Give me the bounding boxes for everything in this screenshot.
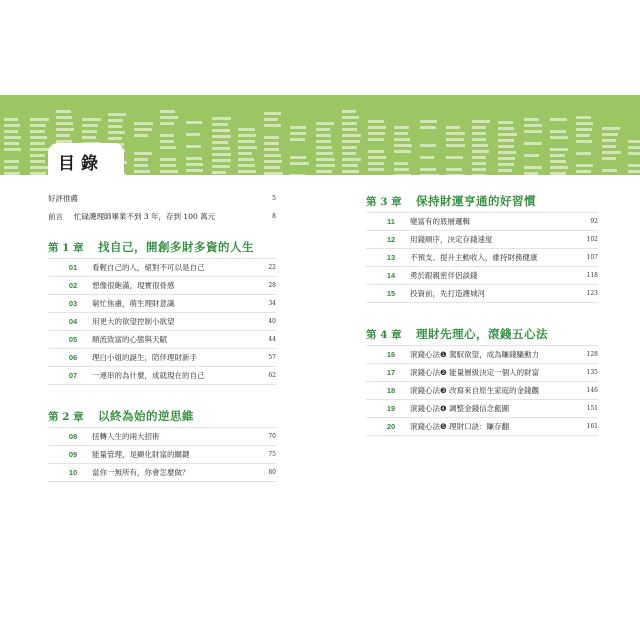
banner-stripe [498, 169, 512, 172]
banner-stripe [56, 122, 73, 125]
banner-stripe [316, 158, 335, 161]
banner-stripe [628, 140, 640, 143]
chapter-heading [48, 236, 276, 258]
banner-stripe [212, 123, 228, 126]
entry-title: 看輕自己的人，絕對不可以是自己 [92, 263, 205, 272]
banner-stripe [4, 136, 21, 139]
banner-stripe [264, 136, 279, 139]
entry-title: 能量管理，是顯化財富的關鍵 [92, 450, 190, 459]
banner-stripe [498, 157, 515, 160]
toc-entry [366, 364, 598, 382]
banner-stripe [56, 110, 71, 113]
banner-stripe [394, 174, 411, 175]
toc-entry [48, 446, 276, 464]
page-number: 161 [586, 423, 598, 430]
banner-stripe [82, 124, 98, 127]
page-number: 128 [586, 351, 598, 358]
banner-stripe [394, 132, 408, 135]
banner-stripe [446, 174, 465, 175]
banner-stripe [472, 162, 486, 165]
entry-title: 滾錢心法❷ 能量層級決定一個人的財富 [410, 368, 540, 377]
banner-stripe [4, 118, 18, 121]
banner-stripe [550, 160, 566, 163]
banner-stripe [446, 156, 463, 159]
page-number: 5 [272, 195, 276, 202]
page-number: 123 [586, 290, 598, 297]
banner-stripe [238, 152, 252, 155]
banner-stripe [264, 154, 281, 157]
banner-stripe [628, 170, 640, 173]
banner-stripe [82, 130, 97, 133]
banner-stripe [4, 130, 18, 133]
page-number: 34 [268, 300, 276, 307]
banner-stripe [56, 128, 74, 131]
banner-stripe [524, 130, 542, 133]
banner-stripe [602, 151, 621, 154]
banner-stripe [212, 129, 230, 132]
banner-stripe [472, 144, 488, 147]
banner-stripe [368, 150, 384, 153]
banner-stripe [212, 171, 226, 174]
banner-stripe [290, 132, 306, 135]
banner-stripe [342, 116, 359, 119]
entry-title: 當你一無所有，你會怎麼做？ [92, 468, 190, 477]
banner-stripe [550, 154, 565, 157]
chapter-title: 保持財運亨通的好習慣 [416, 194, 536, 208]
banner-stripe [108, 131, 125, 134]
banner-stripe [30, 160, 45, 163]
banner-stripe [394, 144, 412, 147]
page-number: 135 [586, 369, 598, 376]
entry-title: 滾錢心法❹ 調整金錢信念藍圖 [410, 404, 510, 413]
chapter-number: 第 4 章 [366, 329, 402, 341]
entry-title: 想像很飽滿，現實很骨感 [92, 281, 175, 290]
banner-stripe [160, 146, 176, 149]
banner-stripe [602, 157, 616, 160]
page-number: 22 [268, 264, 276, 271]
banner-stripe [446, 144, 465, 147]
banner-stripe [524, 118, 539, 121]
banner-stripe [264, 166, 280, 169]
banner-stripe [30, 166, 48, 169]
chapter-number: 第 1 章 [48, 242, 84, 254]
banner-stripe [394, 138, 410, 141]
page-number: 28 [268, 282, 276, 289]
banner-stripe [524, 124, 542, 127]
banner-stripe [420, 144, 436, 147]
banner-stripe [576, 164, 593, 167]
banner-stripe [4, 124, 20, 127]
banner-stripe [576, 170, 591, 173]
banner-stripe [212, 147, 230, 150]
page-number: 57 [268, 354, 276, 361]
banner-stripe [264, 124, 281, 127]
banner-stripe [342, 140, 360, 143]
entry-title: 用錢順序，決定存錢速度 [410, 235, 493, 244]
banner-stripe [160, 164, 176, 167]
chapter-2-list [48, 427, 276, 482]
banner-stripe [316, 146, 332, 149]
banner-stripe [290, 126, 306, 129]
banner-stripe [186, 133, 200, 136]
toc-entry [48, 277, 276, 295]
banner-stripe [628, 146, 640, 149]
chapter-number: 第 2 章 [48, 411, 84, 423]
banner-stripe [290, 174, 305, 175]
banner-stripe [134, 164, 148, 167]
banner-stripe [186, 169, 203, 172]
banner-stripe [82, 118, 101, 121]
entry-title: 勇於跟親密伴侶談錢 [410, 271, 478, 280]
banner-stripe [30, 154, 45, 157]
banner-stripe [160, 122, 174, 125]
banner-stripe [264, 142, 279, 145]
banner-stripe [524, 166, 542, 169]
banner-stripe [160, 134, 174, 137]
toc-entry [366, 400, 598, 418]
entry-number: 15 [386, 289, 396, 298]
page-number: 44 [268, 336, 276, 343]
banner-stripe [238, 164, 255, 167]
banner-stripe [420, 174, 439, 175]
banner-stripe [264, 172, 283, 175]
banner-stripe [368, 162, 384, 165]
preface-title: 忙碌護理師畢業不到 3 年，存到 100 萬元 [74, 212, 216, 221]
banner-stripe [498, 151, 516, 154]
banner-stripe [498, 121, 513, 124]
banner-stripe [316, 164, 335, 167]
banner-stripe [186, 145, 201, 148]
entry-number: 14 [386, 271, 396, 280]
banner-stripe [394, 162, 408, 165]
page-number: 146 [586, 387, 598, 394]
toc-entry [48, 331, 276, 349]
banner-stripe [498, 133, 517, 136]
toc-entry [48, 427, 276, 446]
banner-stripe [160, 170, 178, 173]
entry-number: 18 [386, 386, 396, 395]
banner-stripe [368, 126, 386, 129]
banner-stripe [472, 132, 486, 135]
entry-number: 20 [386, 422, 396, 431]
page-number: 40 [268, 318, 276, 325]
banner-stripe [264, 148, 279, 151]
banner-stripe [368, 120, 384, 123]
banner-stripe [628, 164, 640, 167]
page-number: 151 [586, 405, 598, 412]
banner-stripe [160, 116, 178, 119]
banner-stripe [264, 112, 281, 115]
entry-number: 02 [68, 281, 78, 290]
banner-stripe [628, 152, 640, 155]
entry-title: 不預支、提升主動收入，維持財務健康 [410, 253, 538, 262]
banner-stripe [186, 157, 202, 160]
preface-label: 前言 [48, 212, 63, 221]
banner-stripe [472, 120, 490, 123]
banner-stripe [472, 150, 489, 153]
banner-stripe [368, 138, 384, 141]
banner-stripe [30, 172, 46, 175]
chapter-4-list [366, 345, 598, 436]
banner-stripe [4, 172, 20, 175]
banner-stripe [82, 136, 96, 139]
page-number: 8 [272, 213, 276, 220]
banner-stripe [472, 126, 486, 129]
banner-stripe [524, 142, 542, 145]
banner-stripe [316, 128, 330, 131]
banner-stripe [342, 134, 361, 137]
banner-stripe [238, 170, 256, 173]
entry-number: 03 [68, 299, 78, 308]
banner-stripe [290, 156, 306, 159]
preface-row [48, 208, 276, 226]
banner-stripe [212, 141, 228, 144]
banner-stripe [602, 127, 620, 130]
chapter-title: 以終為始的逆思維 [98, 409, 194, 423]
toc-entry [48, 349, 276, 367]
chapter-title: 理財先理心，滾錢五心法 [416, 327, 548, 341]
banner-stripe [30, 130, 45, 133]
banner-stripe [472, 138, 486, 141]
chapter-1-list [48, 258, 276, 385]
banner-stripe [420, 126, 436, 129]
banner-stripe [212, 159, 231, 162]
banner-stripe [550, 136, 568, 139]
toc-entry [366, 231, 598, 249]
entry-number: 07 [68, 371, 78, 380]
banner-stripe [316, 152, 333, 155]
banner-stripe [342, 110, 356, 113]
banner-stripe [4, 148, 21, 151]
banner-stripe [602, 139, 616, 142]
banner-stripe [108, 113, 126, 116]
banner-stripe [446, 126, 460, 129]
banner-stripe [394, 150, 411, 153]
banner-stripe [4, 160, 19, 163]
banner-stripe [394, 126, 409, 129]
banner-stripe [134, 128, 152, 131]
banner-stripe [498, 163, 514, 166]
preface-row [48, 190, 276, 208]
banner-stripe [342, 128, 357, 131]
banner-stripe [30, 118, 49, 121]
banner-stripe [134, 134, 148, 137]
banner-stripe [30, 136, 47, 139]
banner-stripe [368, 168, 384, 171]
banner-stripe [550, 118, 567, 121]
entry-number: 08 [68, 432, 78, 441]
banner-stripe [316, 122, 334, 125]
entry-title: 滾錢心法❺ 理財口訣：賺存翻 [410, 422, 510, 431]
entry-number: 19 [386, 404, 396, 413]
banner-stripe [238, 134, 256, 137]
toc-entry [366, 285, 598, 303]
banner-stripe [342, 122, 357, 125]
banner-stripe [238, 158, 254, 161]
toc-left-column [48, 190, 276, 482]
page-number: 107 [586, 254, 598, 261]
banner-stripe [30, 124, 46, 127]
preface-label: 好評推薦 [48, 194, 78, 203]
entry-title: 投資前，先打造護城河 [410, 289, 485, 298]
banner-stripe [446, 138, 464, 141]
chapter-title: 找自己，開創多財多資的人生 [98, 240, 254, 254]
entry-number: 11 [387, 217, 395, 226]
entry-number: 06 [68, 353, 78, 362]
banner-stripe [524, 154, 539, 157]
page-number: 75 [268, 451, 276, 458]
chapter-heading [48, 405, 276, 427]
entry-title: 滾錢心法❶ 駕馭欲望，成為賺錢驅動力 [410, 350, 540, 359]
banner-stripe [316, 134, 331, 137]
banner-stripe [342, 170, 359, 173]
banner-stripe [186, 163, 203, 166]
banner-stripe [602, 133, 618, 136]
banner-stripe [342, 158, 361, 161]
banner-stripe [498, 145, 514, 148]
banner-stripe [4, 166, 18, 169]
banner-stripe [550, 166, 568, 169]
entry-number: 05 [68, 335, 78, 344]
toc-entry [48, 313, 276, 331]
banner-stripe [134, 158, 148, 161]
toc-entry [48, 258, 276, 277]
banner-stripe [498, 139, 514, 142]
page-number: 70 [268, 433, 276, 440]
banner-stripe [420, 120, 437, 123]
banner-stripe [472, 156, 486, 159]
banner-stripe [316, 170, 332, 173]
banner-stripe [524, 172, 538, 175]
banner-stripe [160, 140, 174, 143]
banner-stripe [576, 152, 591, 155]
banner-stripe [238, 128, 255, 131]
entry-number: 17 [386, 368, 396, 377]
page-number: 102 [586, 236, 598, 243]
banner-stripe [550, 148, 568, 151]
toc-right-column [366, 190, 598, 436]
entry-title: 一連串的為什麼，成就現在的自己 [92, 371, 205, 380]
banner-stripe [4, 142, 19, 145]
banner-stripe [576, 134, 590, 137]
entry-number: 16 [386, 350, 396, 359]
banner-stripe [212, 135, 231, 138]
entry-title: 窮忙焦慮，萌生理財意識 [92, 299, 175, 308]
chapter-number: 第 3 章 [366, 196, 402, 208]
entry-title: 變富有的底層邏輯 [410, 217, 470, 226]
toc-entry [48, 295, 276, 313]
banner-stripe [160, 110, 175, 113]
entry-title: 滾錢心法❸ 改寫來自原生家庭的金錢觀 [410, 386, 540, 395]
banner-stripe [212, 165, 230, 168]
banner-stripe [316, 140, 331, 143]
banner-stripe [264, 118, 278, 121]
banner-stripe [212, 117, 231, 120]
banner-stripe [134, 122, 153, 125]
entry-number: 04 [68, 317, 78, 326]
entry-title: 用更大的欲望控制小欲望 [92, 317, 175, 326]
banner-stripe [446, 132, 465, 135]
toc-entry [366, 418, 598, 436]
banner-stripe [602, 145, 616, 148]
banner-stripe [576, 128, 592, 131]
banner-stripe [134, 170, 150, 173]
banner-stripe [576, 122, 593, 125]
entry-title: 順流致富的心態與天賦 [92, 335, 167, 344]
banner-stripe [342, 164, 358, 167]
entry-number: 12 [386, 235, 396, 244]
toc-entry [366, 345, 598, 364]
banner-stripe [290, 162, 309, 165]
chapter-3-list [366, 212, 598, 303]
banner-stripe [30, 142, 45, 145]
banner-stripe [342, 152, 356, 155]
banner-stripe [160, 158, 176, 161]
banner-stripe [576, 140, 592, 143]
toc-entry [366, 267, 598, 285]
chapter-heading [366, 323, 598, 345]
toc-entry [366, 249, 598, 267]
entry-title: 扭轉人生的兩大招術 [92, 432, 160, 441]
page-number: 80 [268, 469, 276, 476]
banner-stripe [342, 146, 357, 149]
banner-stripe [446, 168, 462, 171]
banner-stripe [368, 132, 385, 135]
toc-entry [366, 382, 598, 400]
banner-stripe [602, 169, 617, 172]
banner-stripe [30, 148, 49, 151]
banner-stripe [576, 116, 591, 119]
banner-stripe [212, 153, 231, 156]
banner-stripe [550, 130, 566, 133]
banner-stripe [134, 152, 152, 155]
banner-stripe [108, 137, 122, 140]
entry-number: 09 [68, 450, 78, 459]
banner-stripe [108, 125, 122, 128]
entry-number: 13 [386, 253, 396, 262]
banner-stripe [420, 156, 434, 159]
chapter-heading [366, 190, 598, 212]
banner-stripe [238, 146, 257, 149]
banner-stripe [550, 172, 566, 175]
page-number: 62 [268, 372, 276, 379]
banner-stripe [56, 134, 70, 137]
banner-stripe [420, 168, 436, 171]
toc-entry [48, 367, 276, 385]
page-title: 目錄 [58, 154, 104, 174]
banner-stripe [56, 116, 72, 119]
banner-stripe [290, 138, 305, 141]
entry-title: 理白小姐的誕生，陪伴理財新手 [92, 353, 197, 362]
entry-number: 10 [68, 468, 78, 477]
banner-stripe [394, 168, 409, 171]
banner-stripe [238, 140, 255, 143]
page-number: 118 [586, 272, 598, 279]
entry-number: 01 [68, 263, 78, 272]
banner-stripe [186, 121, 202, 124]
banner-stripe [472, 174, 486, 175]
toc-entry [366, 212, 598, 231]
banner-stripe [368, 156, 386, 159]
banner-stripe [498, 127, 514, 130]
toc-entry [48, 464, 276, 482]
banner-stripe [108, 119, 123, 122]
banner-stripe [472, 168, 486, 171]
page-number: 92 [590, 218, 598, 225]
banner-stripe [264, 160, 282, 163]
